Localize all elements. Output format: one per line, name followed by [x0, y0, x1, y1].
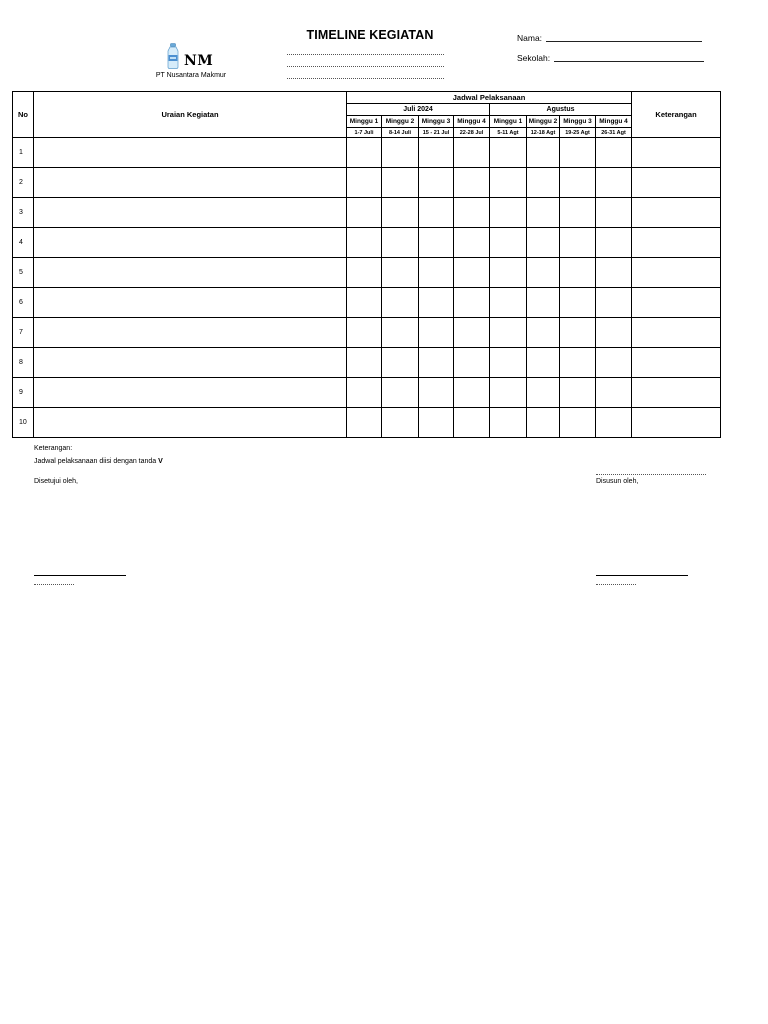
row-number: 3: [13, 198, 34, 228]
schedule-cell[interactable]: [419, 168, 454, 198]
activity-cell[interactable]: [34, 168, 347, 198]
approver-signature-line[interactable]: [34, 575, 126, 576]
row-number: 7: [13, 318, 34, 348]
date-range: 22-28 Jul: [454, 128, 490, 138]
schedule-cell[interactable]: [382, 198, 419, 228]
table-row: [13, 288, 721, 318]
table-row: [13, 408, 721, 438]
title-dotted-line-3: [287, 78, 444, 79]
col-header-activity: Uraian Kegiatan: [34, 92, 347, 138]
month-header-august: Agustus: [490, 104, 632, 116]
schedule-cell[interactable]: [596, 198, 632, 228]
week-header: Minggu 2: [382, 116, 419, 128]
row-number: 6: [13, 288, 34, 318]
week-header: Minggu 1: [490, 116, 527, 128]
schedule-cell[interactable]: [596, 258, 632, 288]
preparer-signature-line[interactable]: [596, 575, 688, 576]
schedule-cell[interactable]: [454, 288, 490, 318]
week-header: Minggu 3: [419, 116, 454, 128]
date-range: 15 - 21 Jul: [419, 128, 454, 138]
notes-cell[interactable]: [632, 198, 721, 228]
schedule-cell[interactable]: [596, 288, 632, 318]
water-bottle-icon: [166, 43, 180, 69]
schedule-cell[interactable]: [596, 138, 632, 168]
date-range: 12-18 Agt: [527, 128, 560, 138]
schedule-cell[interactable]: [347, 198, 382, 228]
date-range: 5-11 Agt: [490, 128, 527, 138]
schedule-cell[interactable]: [490, 348, 527, 378]
week-header: Minggu 2: [527, 116, 560, 128]
schedule-cell[interactable]: [382, 348, 419, 378]
notes-cell[interactable]: [632, 348, 721, 378]
schedule-cell[interactable]: [454, 318, 490, 348]
schedule-cell[interactable]: [560, 198, 596, 228]
date-range: 8-14 Juli: [382, 128, 419, 138]
note-checkmark: V: [158, 458, 163, 465]
row-number: 2: [13, 168, 34, 198]
row-number: 4: [13, 228, 34, 258]
school-label: Sekolah:: [517, 53, 551, 63]
schedule-cell[interactable]: [347, 228, 382, 258]
table-row: [13, 318, 721, 348]
schedule-cell[interactable]: [596, 168, 632, 198]
schedule-cell[interactable]: [527, 228, 560, 258]
activity-cell[interactable]: [34, 288, 347, 318]
school-field[interactable]: [554, 61, 704, 62]
schedule-cell[interactable]: [490, 138, 527, 168]
schedule-cell[interactable]: [382, 318, 419, 348]
schedule-cell[interactable]: [560, 288, 596, 318]
schedule-cell[interactable]: [596, 348, 632, 378]
notes-cell[interactable]: [632, 288, 721, 318]
table-row: [13, 378, 721, 408]
name-field[interactable]: [546, 41, 702, 42]
approver-name-line[interactable]: [34, 584, 74, 585]
activity-cell[interactable]: [34, 138, 347, 168]
schedule-cell[interactable]: [560, 408, 596, 438]
approved-by-label: Disetujui oleh,: [34, 478, 78, 485]
activity-cell[interactable]: [34, 318, 347, 348]
schedule-cell[interactable]: [454, 258, 490, 288]
schedule-cell[interactable]: [560, 258, 596, 288]
table-row: [13, 168, 721, 198]
schedule-cell[interactable]: [454, 198, 490, 228]
row-number: 8: [13, 348, 34, 378]
schedule-cell[interactable]: [419, 378, 454, 408]
company-name: PT Nusantara Makmur: [155, 72, 227, 79]
schedule-cell[interactable]: [527, 168, 560, 198]
week-header: Minggu 4: [596, 116, 632, 128]
activity-cell[interactable]: [34, 228, 347, 258]
notes-cell[interactable]: [632, 168, 721, 198]
schedule-cell[interactable]: [382, 378, 419, 408]
preparer-name-line[interactable]: [596, 584, 636, 585]
schedule-cell[interactable]: [419, 258, 454, 288]
schedule-cell[interactable]: [347, 168, 382, 198]
week-header: Minggu 1: [347, 116, 382, 128]
activity-cell[interactable]: [34, 198, 347, 228]
schedule-cell[interactable]: [382, 168, 419, 198]
row-number: 1: [13, 138, 34, 168]
schedule-cell[interactable]: [419, 318, 454, 348]
schedule-cell[interactable]: [382, 288, 419, 318]
schedule-cell[interactable]: [347, 258, 382, 288]
schedule-cell[interactable]: [454, 408, 490, 438]
notes-cell[interactable]: [632, 318, 721, 348]
table-row: [13, 228, 721, 258]
note-title: Keterangan:: [34, 445, 73, 452]
prepared-place-date-line[interactable]: [596, 474, 706, 475]
row-number: 5: [13, 258, 34, 288]
schedule-cell[interactable]: [490, 318, 527, 348]
activity-cell[interactable]: [34, 348, 347, 378]
schedule-cell[interactable]: [382, 138, 419, 168]
schedule-cell[interactable]: [527, 348, 560, 378]
schedule-cell[interactable]: [454, 378, 490, 408]
schedule-cell[interactable]: [382, 228, 419, 258]
schedule-cell[interactable]: [560, 378, 596, 408]
schedule-cell[interactable]: [419, 408, 454, 438]
schedule-cell[interactable]: [419, 228, 454, 258]
schedule-cell[interactable]: [454, 168, 490, 198]
schedule-cell[interactable]: [419, 288, 454, 318]
schedule-cell[interactable]: [490, 228, 527, 258]
col-header-schedule: Jadwal Pelaksanaan: [347, 92, 632, 104]
col-header-notes: Keterangan: [632, 92, 721, 138]
schedule-cell[interactable]: [527, 378, 560, 408]
schedule-cell[interactable]: [347, 318, 382, 348]
schedule-cell[interactable]: [454, 138, 490, 168]
date-range: 19-25 Agt: [560, 128, 596, 138]
schedule-cell[interactable]: [490, 288, 527, 318]
schedule-cell[interactable]: [560, 348, 596, 378]
title-dotted-line-1: [287, 54, 444, 55]
schedule-cell[interactable]: [419, 138, 454, 168]
title-dotted-line-2: [287, 66, 444, 67]
table-row: [13, 138, 721, 168]
schedule-cell[interactable]: [560, 228, 596, 258]
schedule-cell[interactable]: [527, 138, 560, 168]
schedule-cell[interactable]: [527, 288, 560, 318]
row-number: 10: [13, 408, 34, 438]
schedule-cell[interactable]: [596, 228, 632, 258]
page-title: TIMELINE KEGIATAN: [306, 28, 434, 42]
schedule-cell[interactable]: [490, 378, 527, 408]
schedule-cell[interactable]: [560, 168, 596, 198]
schedule-cell[interactable]: [527, 258, 560, 288]
note-text: [34, 458, 163, 465]
activity-cell[interactable]: [34, 378, 347, 408]
col-header-no: No: [13, 92, 34, 138]
notes-cell[interactable]: [632, 408, 721, 438]
schedule-cell[interactable]: [419, 198, 454, 228]
schedule-cell[interactable]: [382, 258, 419, 288]
schedule-cell[interactable]: [347, 378, 382, 408]
month-header-july: Juli 2024: [347, 104, 490, 116]
schedule-cell[interactable]: [347, 348, 382, 378]
schedule-cell[interactable]: [454, 228, 490, 258]
week-header: Minggu 4: [454, 116, 490, 128]
schedule-cell[interactable]: [490, 408, 527, 438]
schedule-cell[interactable]: [560, 138, 596, 168]
name-label: Nama:: [517, 33, 543, 43]
week-header: Minggu 3: [560, 116, 596, 128]
schedule-cell[interactable]: [454, 348, 490, 378]
schedule-cell[interactable]: [527, 198, 560, 228]
note-text-body: Jadwal pelaksanaan diisi dengan tanda: [34, 458, 157, 465]
schedule-cell[interactable]: [560, 318, 596, 348]
schedule-cell[interactable]: [490, 168, 527, 198]
schedule-cell[interactable]: [490, 198, 527, 228]
schedule-cell[interactable]: [527, 408, 560, 438]
notes-cell[interactable]: [632, 258, 721, 288]
table-row: [13, 258, 721, 288]
timeline-table: [12, 91, 721, 438]
table-row: [13, 198, 721, 228]
timeline-body: [13, 138, 721, 438]
notes-cell[interactable]: [632, 228, 721, 258]
row-number: 9: [13, 378, 34, 408]
notes-cell[interactable]: [632, 378, 721, 408]
schedule-cell[interactable]: [490, 258, 527, 288]
logo-text: NM: [184, 53, 214, 69]
schedule-cell[interactable]: [596, 408, 632, 438]
schedule-cell[interactable]: [596, 318, 632, 348]
schedule-cell[interactable]: [419, 348, 454, 378]
date-range: 1-7 Juli: [347, 128, 382, 138]
prepared-by-label: Disusun oleh,: [596, 478, 639, 485]
schedule-cell[interactable]: [347, 408, 382, 438]
date-range: 26-31 Agt: [596, 128, 632, 138]
schedule-cell[interactable]: [382, 408, 419, 438]
activity-cell[interactable]: [34, 408, 347, 438]
notes-cell[interactable]: [632, 138, 721, 168]
schedule-cell[interactable]: [347, 138, 382, 168]
schedule-cell[interactable]: [347, 288, 382, 318]
schedule-cell[interactable]: [527, 318, 560, 348]
table-row: [13, 348, 721, 378]
activity-cell[interactable]: [34, 258, 347, 288]
schedule-cell[interactable]: [596, 378, 632, 408]
